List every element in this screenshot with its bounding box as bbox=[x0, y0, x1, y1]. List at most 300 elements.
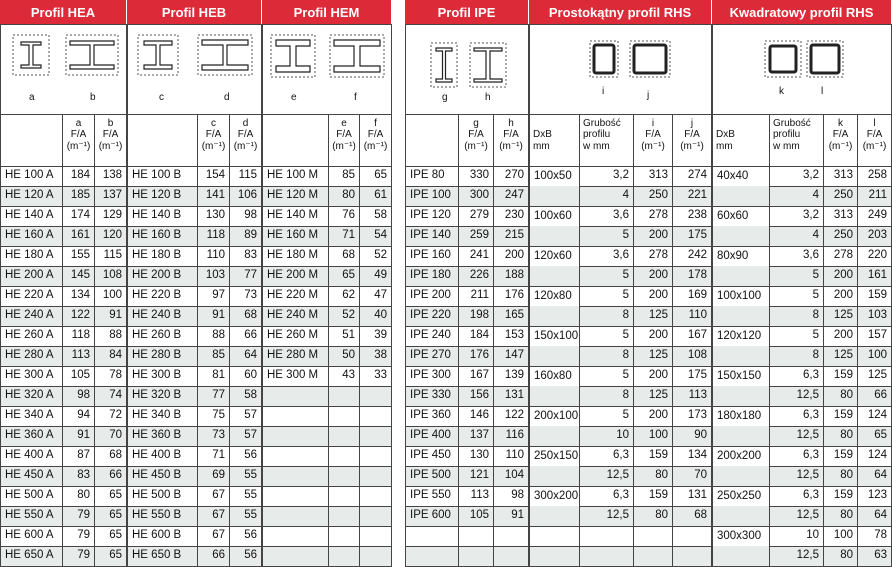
row-label: HE 240 A bbox=[1, 306, 63, 326]
cell-value: 3,2 bbox=[770, 206, 824, 226]
cell-value: 75 bbox=[198, 406, 230, 426]
cell-value: 6,3 bbox=[770, 446, 824, 466]
header-blank bbox=[406, 114, 459, 166]
table-row bbox=[263, 246, 392, 266]
i-beam-figures bbox=[1, 25, 127, 89]
row-label: IPE 100 bbox=[406, 186, 459, 206]
row-label: IPE 500 bbox=[406, 466, 459, 486]
cell-value: 176 bbox=[459, 346, 494, 366]
cell-value: 61 bbox=[360, 186, 392, 206]
cell-value: 250 bbox=[634, 186, 673, 206]
cell-value: 87 bbox=[63, 446, 95, 466]
table-row bbox=[1, 406, 127, 426]
row-label: 60x60 bbox=[713, 206, 770, 226]
row-label: 200x200 bbox=[713, 446, 770, 466]
row-label bbox=[713, 266, 770, 286]
cell-value: 57 bbox=[230, 426, 262, 446]
cell-value: 130 bbox=[459, 446, 494, 466]
cell-value: 10 bbox=[770, 526, 824, 546]
row-label bbox=[263, 546, 329, 566]
row-label: HE 240 B bbox=[128, 306, 198, 326]
cell-value: 125 bbox=[634, 346, 673, 366]
row-label: HE 120 B bbox=[128, 186, 198, 206]
cell-value: 83 bbox=[63, 466, 95, 486]
cell-value: 98 bbox=[230, 206, 262, 226]
row-label: 250x150 bbox=[530, 446, 580, 466]
figure-labels bbox=[128, 93, 262, 115]
cell-value: 67 bbox=[198, 506, 230, 526]
cell-value: 125 bbox=[858, 366, 892, 386]
panel-title: Profil HEB bbox=[127, 0, 261, 24]
cell-value: 70 bbox=[673, 466, 712, 486]
table-hea bbox=[0, 24, 127, 567]
table-row bbox=[406, 326, 529, 346]
row-label: HE 120 A bbox=[1, 186, 63, 206]
table-row bbox=[406, 186, 529, 206]
row-label: HE 100 B bbox=[128, 166, 198, 186]
table-row bbox=[713, 206, 892, 226]
table-row bbox=[263, 486, 392, 506]
cell-value: 80 bbox=[824, 426, 858, 446]
cell-value: 71 bbox=[198, 446, 230, 466]
cell-value: 90 bbox=[673, 426, 712, 446]
cell-value: 131 bbox=[494, 386, 529, 406]
cell-value: 121 bbox=[459, 466, 494, 486]
cell-value: 80 bbox=[824, 466, 858, 486]
panel-title: Profil IPE bbox=[405, 0, 528, 24]
row-label: HE 240 M bbox=[263, 306, 329, 326]
cell-value: 12,5 bbox=[580, 506, 634, 526]
row-label: HE 320 B bbox=[128, 386, 198, 406]
cell-value: 10 bbox=[580, 426, 634, 446]
table-row bbox=[713, 406, 892, 426]
figure-labels bbox=[713, 85, 892, 115]
table-row bbox=[530, 226, 712, 246]
table-row bbox=[128, 446, 262, 466]
row-label bbox=[530, 426, 580, 446]
cell-value: 60 bbox=[230, 366, 262, 386]
figure-labels bbox=[263, 93, 392, 115]
cell-value: 66 bbox=[858, 386, 892, 406]
cell-value: 159 bbox=[824, 366, 858, 386]
row-label: IPE 270 bbox=[406, 346, 459, 366]
cell-value: 211 bbox=[858, 186, 892, 206]
table-row bbox=[263, 546, 392, 566]
cell-value: 110 bbox=[673, 306, 712, 326]
row-label: HE 260 A bbox=[1, 326, 63, 346]
cell-value: 278 bbox=[634, 246, 673, 266]
cell-value: 40 bbox=[360, 306, 392, 326]
cell-value: 100 bbox=[634, 426, 673, 446]
row-label bbox=[406, 526, 459, 546]
table-row bbox=[530, 406, 712, 426]
header-col-f: f F/A (m⁻¹) bbox=[360, 114, 392, 166]
table-row bbox=[530, 206, 712, 226]
cell-value: 65 bbox=[360, 166, 392, 186]
cell-value bbox=[360, 546, 392, 566]
cell-value bbox=[494, 546, 529, 566]
cell-value: 113 bbox=[673, 386, 712, 406]
cell-value: 137 bbox=[95, 186, 127, 206]
row-label: HE 340 A bbox=[1, 406, 63, 426]
cell-value: 330 bbox=[459, 166, 494, 186]
table-row bbox=[713, 226, 892, 246]
cell-value bbox=[329, 486, 360, 506]
row-label: HE 600 A bbox=[1, 526, 63, 546]
figure-label: d bbox=[224, 91, 230, 103]
panel-title: Profil HEM bbox=[262, 0, 391, 24]
cell-value bbox=[329, 446, 360, 466]
table-row bbox=[263, 226, 392, 246]
cell-value bbox=[673, 546, 712, 566]
figure-label: h bbox=[485, 91, 491, 103]
figure-label: l bbox=[821, 85, 824, 97]
cell-value: 68 bbox=[673, 506, 712, 526]
table-row bbox=[713, 166, 892, 186]
row-label: IPE 300 bbox=[406, 366, 459, 386]
table-row bbox=[406, 246, 529, 266]
table-row bbox=[406, 206, 529, 226]
table-row bbox=[263, 526, 392, 546]
table-row bbox=[263, 206, 392, 226]
cell-value: 8 bbox=[580, 386, 634, 406]
profile-figures bbox=[263, 25, 392, 93]
table-row bbox=[1, 546, 127, 566]
cell-value: 103 bbox=[198, 266, 230, 286]
cell-value: 70 bbox=[95, 426, 127, 446]
cell-value: 105 bbox=[459, 506, 494, 526]
table-row bbox=[263, 286, 392, 306]
cell-value: 200 bbox=[634, 326, 673, 346]
cell-value: 12,5 bbox=[770, 546, 824, 566]
table-row bbox=[713, 506, 892, 526]
cell-value: 156 bbox=[459, 386, 494, 406]
row-label: IPE 140 bbox=[406, 226, 459, 246]
row-label: HE 500 B bbox=[128, 486, 198, 506]
row-label bbox=[713, 546, 770, 566]
row-label bbox=[713, 226, 770, 246]
cell-value: 137 bbox=[459, 426, 494, 446]
table-row bbox=[713, 186, 892, 206]
row-label: HE 180 A bbox=[1, 246, 63, 266]
row-label bbox=[263, 486, 329, 506]
cell-value bbox=[329, 406, 360, 426]
figure-labels bbox=[1, 93, 127, 115]
cell-value: 313 bbox=[824, 206, 858, 226]
table-row bbox=[713, 326, 892, 346]
table-row bbox=[713, 446, 892, 466]
header-col-b: b F/A (m⁻¹) bbox=[95, 114, 127, 166]
row-label: HE 550 A bbox=[1, 506, 63, 526]
row-label bbox=[713, 386, 770, 406]
cell-value: 165 bbox=[494, 306, 529, 326]
header-blank bbox=[1, 114, 63, 166]
row-label: HE 550 B bbox=[128, 506, 198, 526]
cell-value: 33 bbox=[360, 366, 392, 386]
cell-value: 12,5 bbox=[770, 466, 824, 486]
cell-value: 65 bbox=[95, 546, 127, 566]
cell-value: 200 bbox=[824, 286, 858, 306]
row-label: HE 650 B bbox=[128, 546, 198, 566]
table-row bbox=[1, 186, 127, 206]
cell-value: 52 bbox=[329, 306, 360, 326]
cell-value: 215 bbox=[494, 226, 529, 246]
table-row bbox=[530, 266, 712, 286]
row-label: IPE 600 bbox=[406, 506, 459, 526]
table-row bbox=[263, 346, 392, 366]
row-label: HE 160 M bbox=[263, 226, 329, 246]
cell-value: 250 bbox=[824, 186, 858, 206]
cell-value: 116 bbox=[494, 426, 529, 446]
row-label: HE 120 M bbox=[263, 186, 329, 206]
figure-label: a bbox=[29, 91, 35, 103]
cell-value: 110 bbox=[494, 446, 529, 466]
cell-value: 103 bbox=[858, 306, 892, 326]
cell-value: 88 bbox=[198, 326, 230, 346]
panel-title: Prostokątny profil RHS bbox=[529, 0, 711, 24]
cell-value: 65 bbox=[329, 266, 360, 286]
cell-value: 64 bbox=[858, 506, 892, 526]
table-row bbox=[530, 486, 712, 506]
cell-value: 78 bbox=[95, 366, 127, 386]
cell-value: 157 bbox=[858, 326, 892, 346]
cell-value: 226 bbox=[459, 266, 494, 286]
figure-label: b bbox=[90, 91, 96, 103]
row-label: IPE 450 bbox=[406, 446, 459, 466]
cell-value: 3,6 bbox=[580, 246, 634, 266]
cell-value: 139 bbox=[494, 366, 529, 386]
cell-value: 5 bbox=[580, 326, 634, 346]
cell-value bbox=[360, 446, 392, 466]
rectangular-tube-icon bbox=[590, 41, 618, 77]
row-label: 300x300 bbox=[713, 526, 770, 546]
table-row bbox=[713, 466, 892, 486]
row-label: HE 140 M bbox=[263, 206, 329, 226]
cell-value: 167 bbox=[459, 366, 494, 386]
row-label: 100x60 bbox=[530, 206, 580, 226]
cell-value: 161 bbox=[63, 226, 95, 246]
table-row bbox=[406, 346, 529, 366]
cell-value: 50 bbox=[329, 346, 360, 366]
cell-value: 118 bbox=[198, 226, 230, 246]
table-row bbox=[530, 186, 712, 206]
table-row bbox=[128, 506, 262, 526]
cell-value: 147 bbox=[494, 346, 529, 366]
row-label: 150x150 bbox=[713, 366, 770, 386]
table-row bbox=[128, 386, 262, 406]
row-label: HE 600 B bbox=[128, 526, 198, 546]
table-row bbox=[128, 366, 262, 386]
cell-value: 250 bbox=[824, 226, 858, 246]
row-label bbox=[263, 466, 329, 486]
cell-value: 122 bbox=[63, 306, 95, 326]
table-row bbox=[128, 306, 262, 326]
table-row bbox=[128, 486, 262, 506]
cell-value: 72 bbox=[95, 406, 127, 426]
cell-value: 200 bbox=[634, 266, 673, 286]
cell-value: 3,2 bbox=[580, 166, 634, 186]
table-row bbox=[406, 486, 529, 506]
row-label: HE 160 A bbox=[1, 226, 63, 246]
row-label: HE 100 A bbox=[1, 166, 63, 186]
cell-value bbox=[360, 486, 392, 506]
table-row bbox=[128, 226, 262, 246]
cell-value: 313 bbox=[634, 166, 673, 186]
table-row bbox=[406, 166, 529, 186]
row-label: 150x100 bbox=[530, 326, 580, 346]
row-label: 180x180 bbox=[713, 406, 770, 426]
table-row bbox=[1, 446, 127, 466]
table-row bbox=[263, 426, 392, 446]
row-label: HE 320 A bbox=[1, 386, 63, 406]
cell-value: 278 bbox=[824, 246, 858, 266]
row-label: HE 220 B bbox=[128, 286, 198, 306]
table-row bbox=[713, 486, 892, 506]
row-label: 250x250 bbox=[713, 486, 770, 506]
row-label: HE 400 B bbox=[128, 446, 198, 466]
table-row bbox=[263, 506, 392, 526]
cell-value: 8 bbox=[770, 346, 824, 366]
cell-value: 125 bbox=[634, 306, 673, 326]
cell-value: 80 bbox=[329, 186, 360, 206]
table-row bbox=[530, 366, 712, 386]
cell-value: 161 bbox=[858, 266, 892, 286]
cell-value: 80 bbox=[824, 546, 858, 566]
row-label bbox=[530, 226, 580, 246]
table-row bbox=[263, 406, 392, 426]
table-row bbox=[406, 266, 529, 286]
cell-value: 66 bbox=[198, 546, 230, 566]
cell-value: 176 bbox=[494, 286, 529, 306]
cell-value: 274 bbox=[673, 166, 712, 186]
cell-value: 71 bbox=[329, 226, 360, 246]
cell-value: 130 bbox=[198, 206, 230, 226]
table-row bbox=[406, 466, 529, 486]
cell-value: 66 bbox=[230, 326, 262, 346]
cell-value: 3,6 bbox=[580, 206, 634, 226]
table-row bbox=[1, 306, 127, 326]
row-label bbox=[713, 426, 770, 446]
cell-value: 5 bbox=[580, 406, 634, 426]
table-heb bbox=[127, 24, 262, 567]
row-label: IPE 240 bbox=[406, 326, 459, 346]
cell-value: 8 bbox=[770, 306, 824, 326]
i-beam-icon bbox=[13, 35, 49, 75]
table-row bbox=[530, 446, 712, 466]
cell-value: 81 bbox=[198, 366, 230, 386]
i-beam-icon bbox=[470, 43, 506, 87]
table-row bbox=[530, 166, 712, 186]
cell-value: 249 bbox=[858, 206, 892, 226]
panel-title: Kwadratowy profil RHS bbox=[712, 0, 891, 24]
cell-value bbox=[360, 386, 392, 406]
cell-value: 80 bbox=[824, 386, 858, 406]
cell-value: 55 bbox=[230, 506, 262, 526]
table-row bbox=[1, 326, 127, 346]
cell-value: 159 bbox=[634, 486, 673, 506]
cell-value: 57 bbox=[230, 406, 262, 426]
cell-value: 5 bbox=[580, 266, 634, 286]
row-label: HE 140 B bbox=[128, 206, 198, 226]
cell-value bbox=[329, 466, 360, 486]
table-row bbox=[530, 506, 712, 526]
profile-figures bbox=[1, 25, 127, 93]
cell-value: 175 bbox=[673, 366, 712, 386]
cell-value bbox=[360, 426, 392, 446]
cell-value: 125 bbox=[824, 306, 858, 326]
header-thickness: Grubość profilu w mm bbox=[580, 114, 634, 166]
cell-value: 173 bbox=[673, 406, 712, 426]
cell-value: 3,2 bbox=[770, 166, 824, 186]
cell-value: 200 bbox=[494, 246, 529, 266]
cell-value bbox=[360, 526, 392, 546]
cell-value: 73 bbox=[230, 286, 262, 306]
cell-value: 4 bbox=[770, 186, 824, 206]
cell-value: 247 bbox=[494, 186, 529, 206]
cell-value: 66 bbox=[95, 466, 127, 486]
cell-value: 278 bbox=[634, 206, 673, 226]
cell-value: 65 bbox=[95, 506, 127, 526]
table-row bbox=[1, 506, 127, 526]
table-row bbox=[713, 246, 892, 266]
table-row bbox=[128, 526, 262, 546]
table-row bbox=[713, 266, 892, 286]
figure-label: c bbox=[159, 91, 164, 103]
cell-value: 5 bbox=[770, 286, 824, 306]
cell-value: 47 bbox=[360, 286, 392, 306]
table-row bbox=[530, 346, 712, 366]
cell-value: 64 bbox=[858, 466, 892, 486]
cell-value: 4 bbox=[770, 226, 824, 246]
table-row bbox=[530, 246, 712, 266]
table-row bbox=[263, 186, 392, 206]
profile-figures bbox=[128, 25, 262, 93]
cell-value: 5 bbox=[580, 226, 634, 246]
row-label: HE 650 A bbox=[1, 546, 63, 566]
row-label bbox=[530, 546, 580, 566]
cell-value: 3,6 bbox=[770, 246, 824, 266]
cell-value: 52 bbox=[360, 246, 392, 266]
cell-value bbox=[360, 466, 392, 486]
row-label: IPE 200 bbox=[406, 286, 459, 306]
table-row bbox=[406, 226, 529, 246]
table-row bbox=[1, 366, 127, 386]
cell-value: 62 bbox=[329, 286, 360, 306]
cell-value bbox=[329, 526, 360, 546]
cell-value: 65 bbox=[95, 486, 127, 506]
cell-value: 200 bbox=[634, 366, 673, 386]
cell-value: 54 bbox=[360, 226, 392, 246]
row-label bbox=[530, 386, 580, 406]
cell-value: 98 bbox=[494, 486, 529, 506]
cell-value: 6,3 bbox=[580, 486, 634, 506]
cell-value: 113 bbox=[459, 486, 494, 506]
table-row bbox=[530, 386, 712, 406]
table-row bbox=[1, 386, 127, 406]
cell-value: 124 bbox=[858, 446, 892, 466]
cell-value: 5 bbox=[770, 326, 824, 346]
table-row bbox=[1, 166, 127, 186]
table-row bbox=[1, 346, 127, 366]
cell-value: 65 bbox=[95, 526, 127, 546]
profile-figures bbox=[530, 25, 712, 93]
header-col-a: a F/A (m⁻¹) bbox=[63, 114, 95, 166]
row-label: 120x60 bbox=[530, 246, 580, 266]
cell-value: 100 bbox=[95, 286, 127, 306]
row-label: 100x100 bbox=[713, 286, 770, 306]
row-label: HE 360 A bbox=[1, 426, 63, 446]
table-row bbox=[263, 306, 392, 326]
